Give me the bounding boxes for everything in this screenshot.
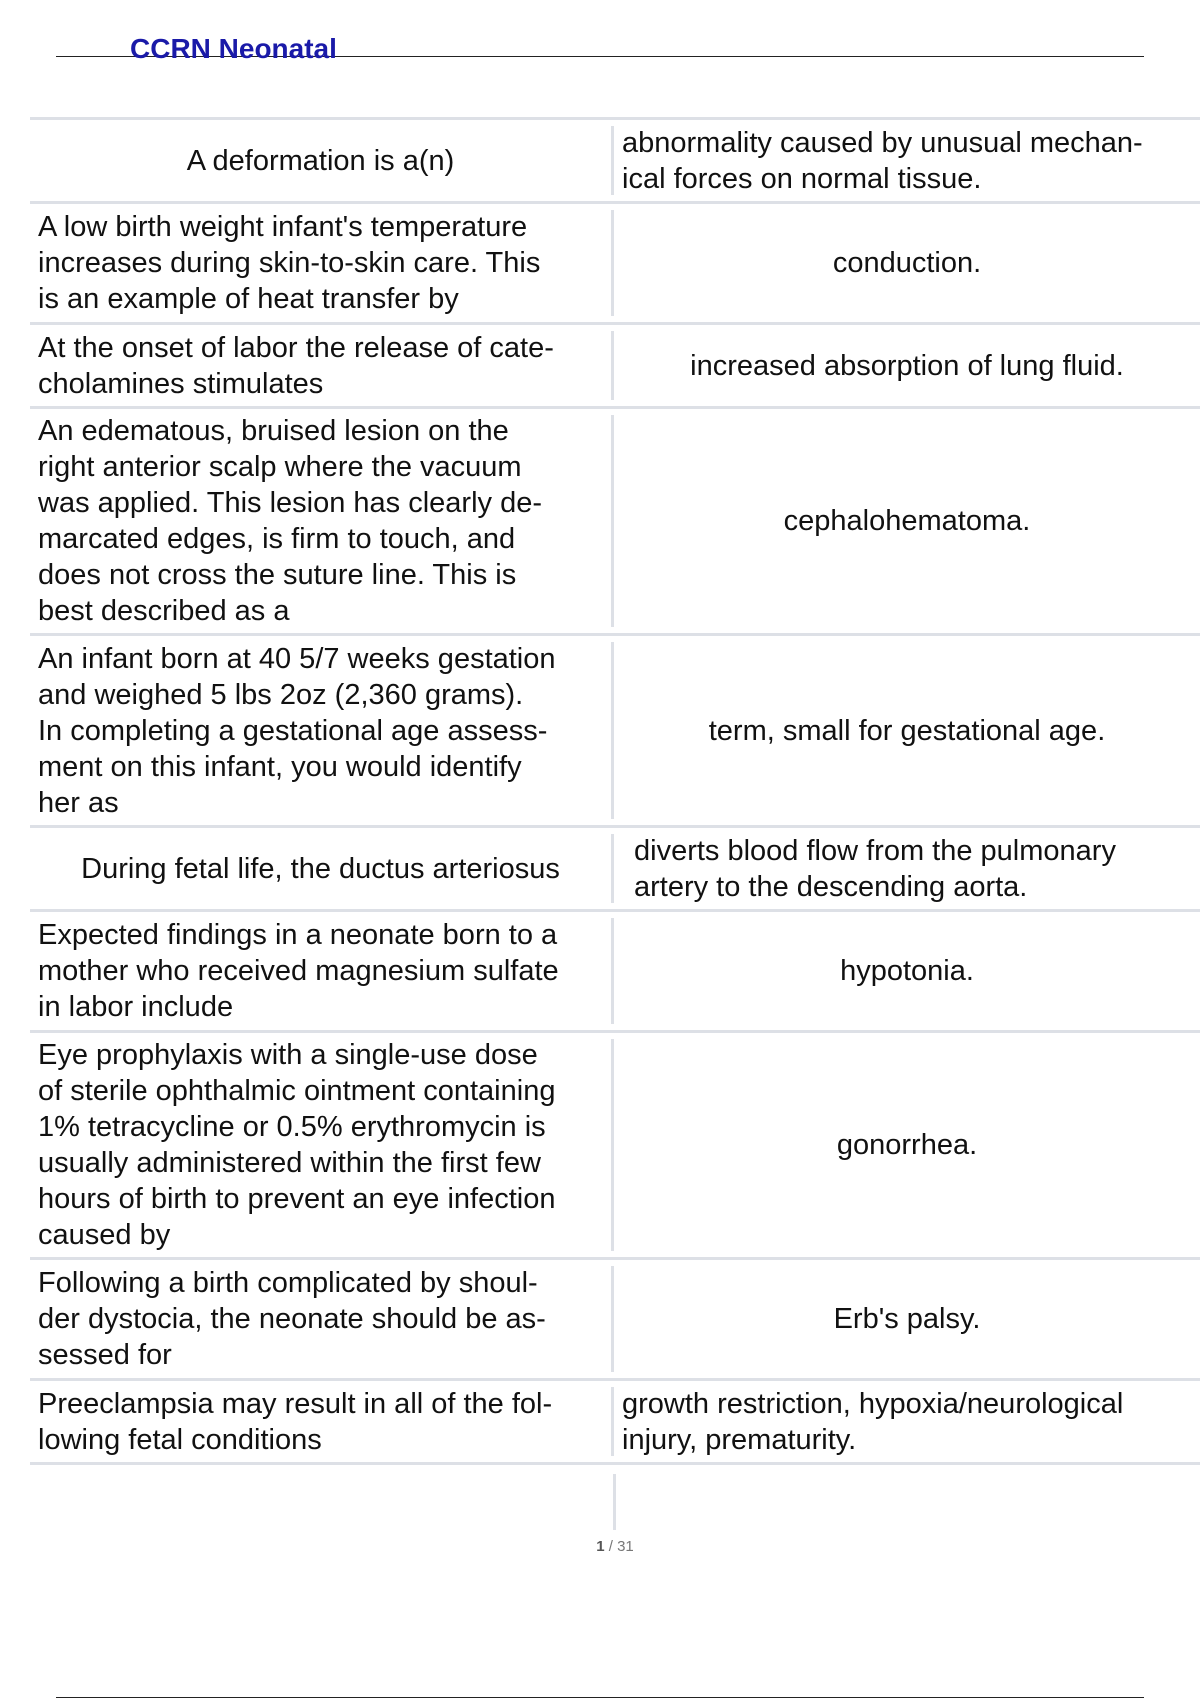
term-line: lowing fetal conditions: [38, 1423, 322, 1456]
flashcard-term: [30, 642, 614, 819]
term-line: is an example of heat transfer by: [38, 283, 459, 315]
term-line: Following a birth complicated by shoul-: [38, 1267, 538, 1299]
flashcard-term: [30, 1266, 614, 1372]
document-title: CCRN Neonatal: [130, 33, 337, 64]
definition-line: term, small for gestational age.: [708, 714, 1106, 747]
term-line: ment on this infant, you would identify: [38, 750, 522, 783]
term-line: cholamines stimulates: [38, 367, 324, 400]
page-current: 1: [596, 1538, 605, 1555]
flashcard-term: [30, 331, 614, 400]
definition-line: increased absorption of lung fluid.: [690, 349, 1124, 382]
term-line: der dystocia, the neonate should be as-: [38, 1303, 546, 1335]
flashcard-definition: [614, 1387, 1200, 1456]
term-line: A deformation is a(n): [186, 144, 455, 177]
column-divider: [613, 1474, 616, 1530]
term-line: Expected findings in a neonate born to a: [38, 919, 558, 951]
term-line: was applied. This lesion has clearly de-: [38, 487, 543, 519]
definition-line: diverts blood flow from the pulmonary: [634, 834, 1116, 867]
flashcard-term: [30, 834, 614, 903]
definition-line: Erb's palsy.: [833, 1303, 981, 1335]
term-line: Preeclampsia may result in all of the fol-: [38, 1387, 553, 1420]
flashcard-definition: [614, 1266, 1200, 1372]
term-line: Eye prophylaxis with a single-use dose: [38, 1039, 538, 1071]
flashcard-term: [30, 1387, 614, 1456]
term-line: sessed for: [38, 1339, 172, 1371]
footer-rule: [56, 1697, 1144, 1698]
page-indicator: [0, 1538, 1200, 1555]
term-line: During fetal life, the ductus arteriosus: [81, 852, 560, 885]
page-total: 31: [617, 1538, 634, 1555]
term-line: and weighed 5 lbs 2oz (2,360 grams).: [38, 678, 524, 711]
flashcard-term: [30, 918, 614, 1024]
term-line: best described as a: [38, 595, 290, 627]
definition-line: injury, prematurity.: [622, 1423, 857, 1456]
flashcard-definition: [614, 126, 1200, 195]
term-line: does not cross the suture line. This is: [38, 559, 517, 591]
definition-line: artery to the descending aorta.: [634, 870, 1028, 903]
term-line: An infant born at 40 5/7 weeks gestation: [38, 642, 556, 675]
flashcard-row: [30, 409, 1200, 636]
term-line: hours of birth to prevent an eye infection: [38, 1183, 556, 1215]
flashcard-row: [30, 636, 1200, 828]
definition-line: hypotonia.: [840, 955, 974, 987]
flashcard-definition: [614, 834, 1200, 903]
term-line: marcated edges, is firm to touch, and: [38, 523, 516, 555]
flashcard-definition: [614, 210, 1200, 316]
flashcard-row: [30, 325, 1200, 409]
flashcard-term: [30, 415, 614, 627]
definition-line: cephalohematoma.: [783, 505, 1031, 537]
term-line: mother who received magnesium sulfate: [38, 955, 559, 987]
term-line: caused by: [38, 1219, 171, 1251]
flashcard-row: [30, 1381, 1200, 1465]
flashcard-term: [30, 1039, 614, 1251]
term-line: 1% tetracycline or 0.5% erythromycin is: [38, 1111, 546, 1143]
definition-line: growth restriction, hypoxia/neurological: [622, 1387, 1124, 1420]
flashcard-row: [30, 204, 1200, 325]
term-line: right anterior scalp where the vacuum: [38, 451, 522, 483]
definition-line: ical forces on normal tissue.: [622, 162, 982, 195]
page-header: [56, 30, 1144, 64]
flashcard-row: [30, 120, 1200, 204]
term-line: increases during skin-to-skin care. This: [38, 247, 541, 279]
flashcard-row: [30, 912, 1200, 1033]
flashcard-term: [30, 210, 614, 316]
term-line: An edematous, bruised lesion on the: [38, 415, 509, 447]
term-line: of sterile ophthalmic ointment containing: [38, 1075, 556, 1107]
flashcard-row: [30, 1260, 1200, 1381]
flashcard-definition: [614, 1039, 1200, 1251]
term-line: In completing a gestational age assess-: [38, 714, 548, 747]
flashcard-row: [30, 828, 1200, 912]
page-separator: /: [604, 1538, 618, 1555]
flashcard-table: [30, 117, 1200, 1465]
flashcard-definition: [614, 331, 1200, 400]
flashcard-definition: [614, 642, 1200, 819]
definition-line: abnormality caused by unusual mechan-: [622, 126, 1143, 159]
definition-line: conduction.: [832, 247, 982, 279]
flashcard-definition: [614, 415, 1200, 627]
definition-line: gonorrhea.: [836, 1129, 978, 1161]
term-line: At the onset of labor the release of cate-: [38, 331, 554, 364]
flashcard-definition: [614, 918, 1200, 1024]
term-line: usually administered within the first few: [38, 1147, 541, 1179]
term-line: her as: [38, 786, 119, 819]
term-line: A low birth weight infant's temperature: [38, 211, 528, 243]
flashcard-row: [30, 1033, 1200, 1260]
flashcard-term: [30, 126, 614, 195]
term-line: in labor include: [38, 991, 234, 1023]
